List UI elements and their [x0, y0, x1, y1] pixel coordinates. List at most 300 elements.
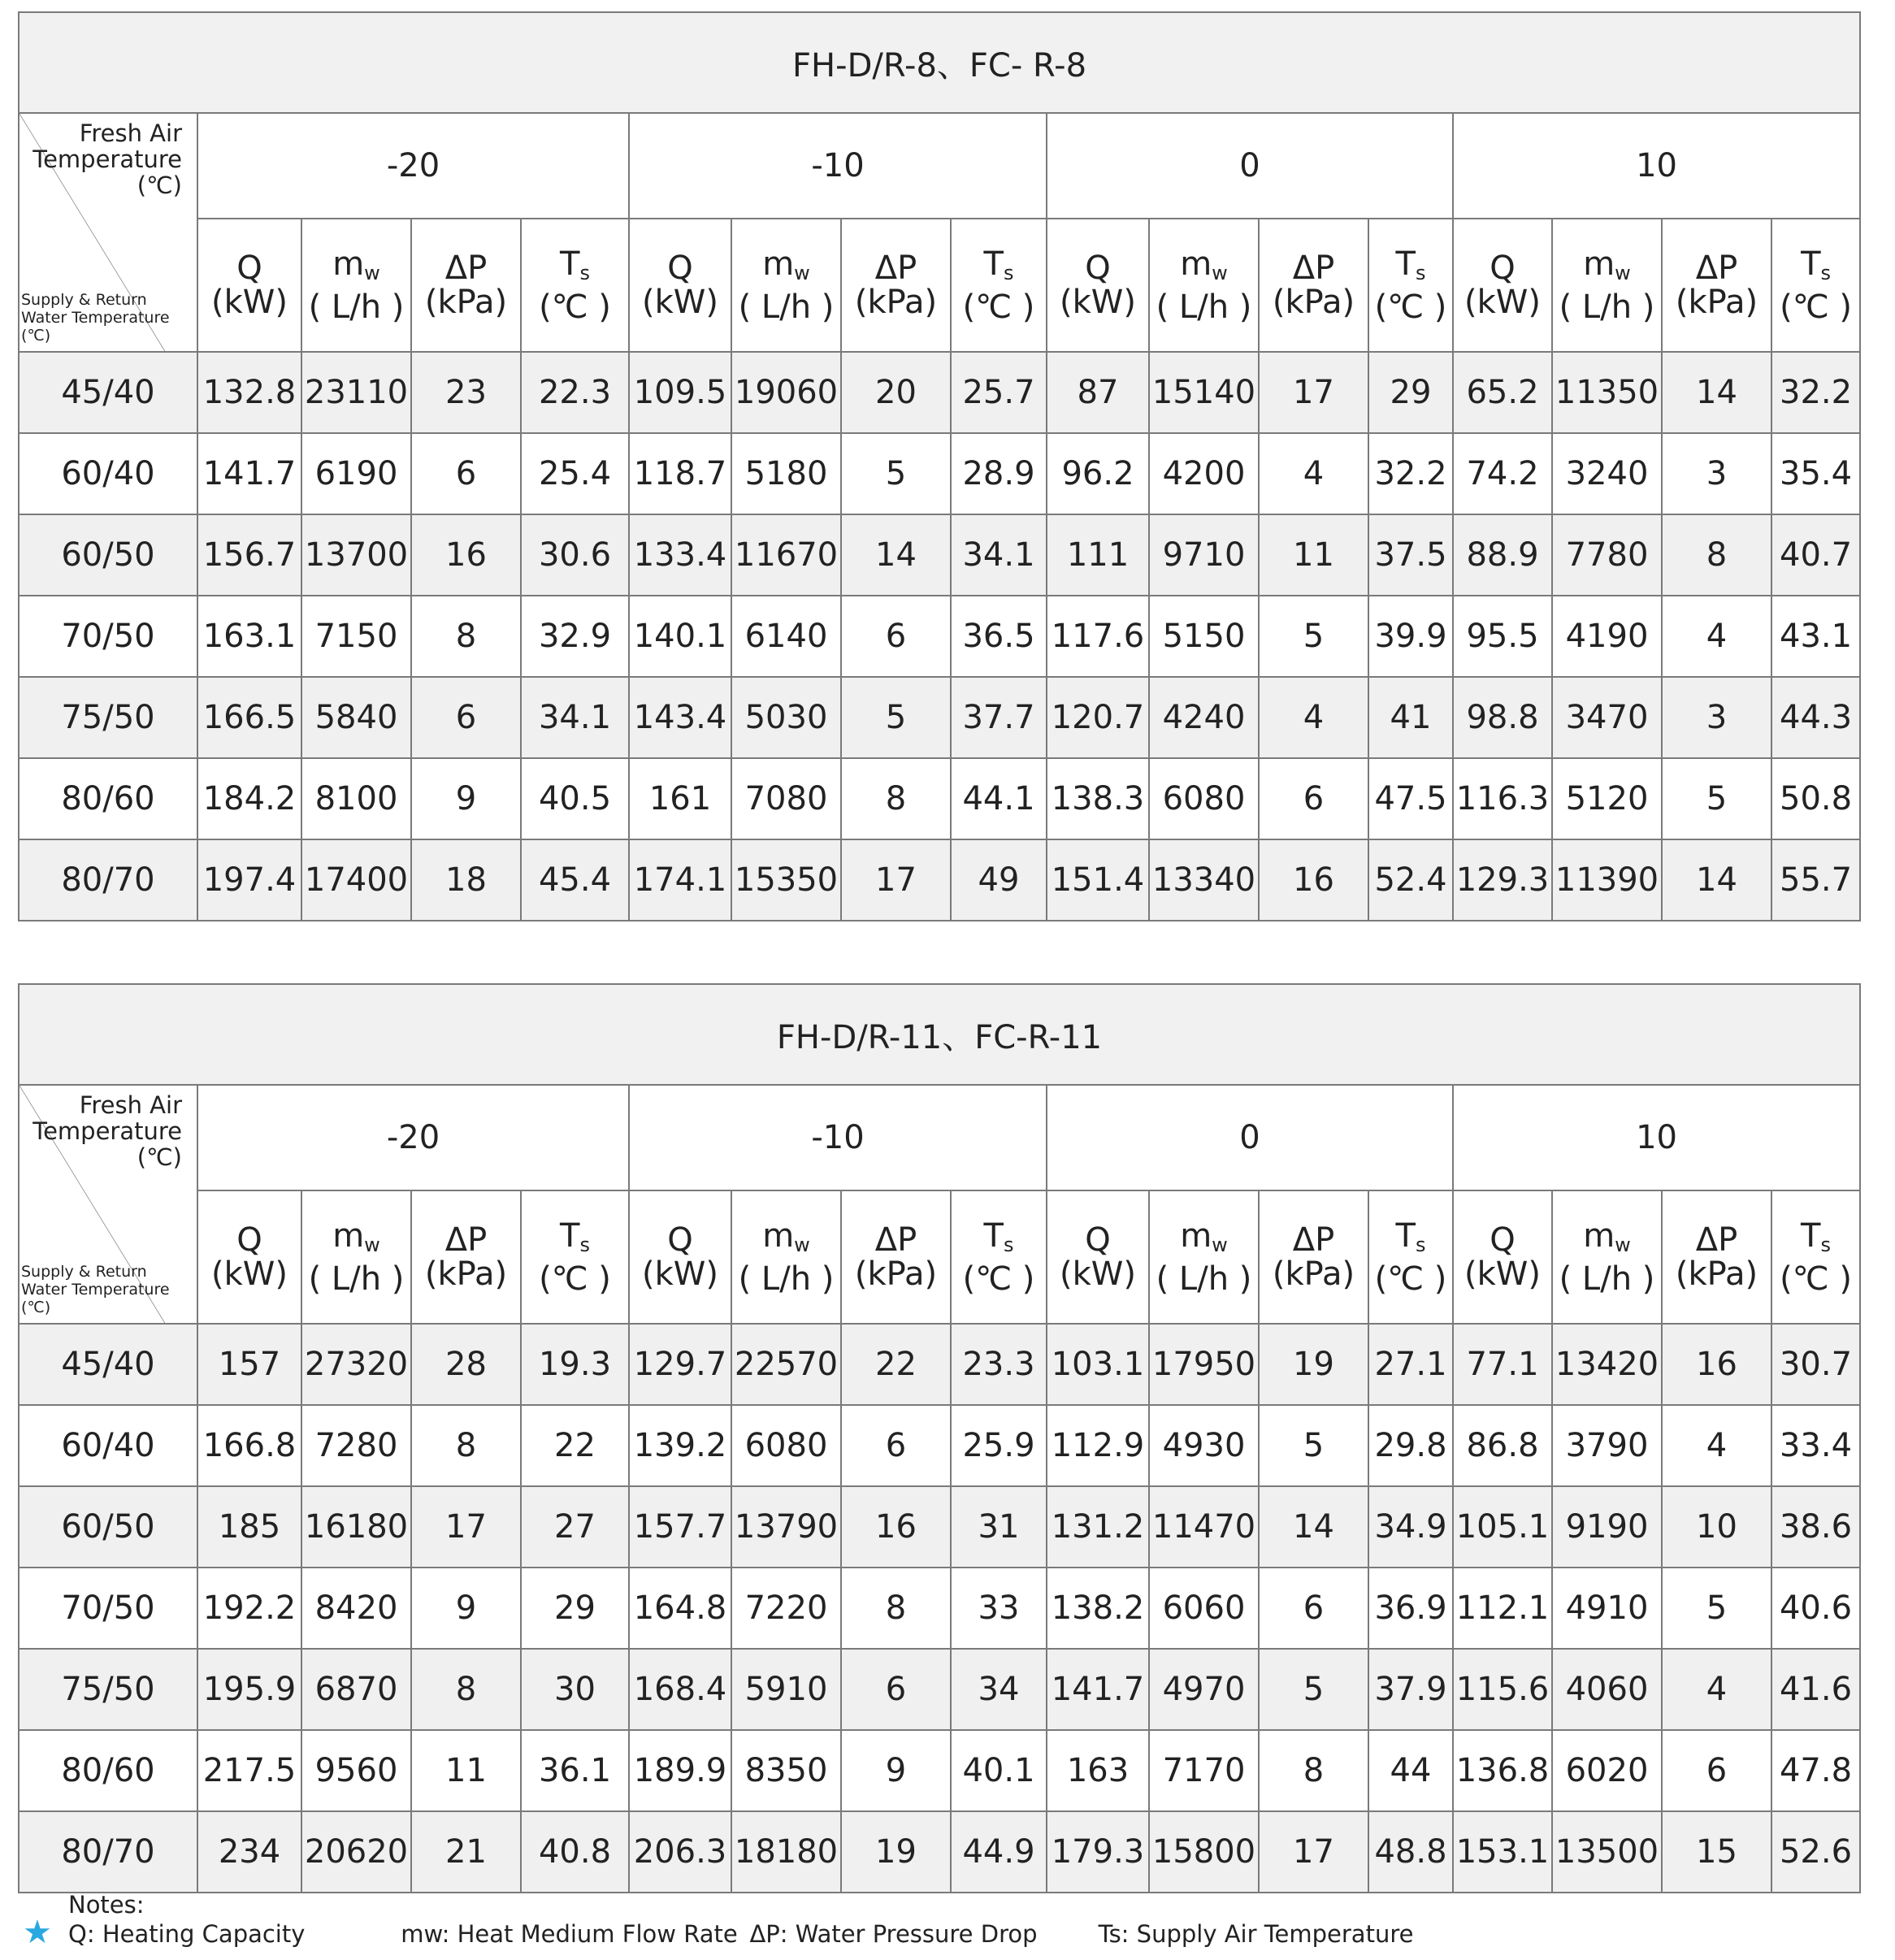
table-cell: 19060	[731, 352, 841, 433]
table-cell: 6060	[1149, 1568, 1259, 1649]
table-cell: 74.2	[1453, 433, 1552, 514]
unit-symbol	[952, 247, 1046, 290]
unit-symbol	[952, 1216, 1046, 1262]
table-cell: 153.1	[1453, 1811, 1552, 1893]
table-cell: 14	[1662, 839, 1771, 921]
table-cell: 105.1	[1453, 1486, 1552, 1568]
table-cell: 163	[1047, 1730, 1149, 1811]
table-row	[19, 514, 1860, 596]
unit-label: (℃ )	[1374, 288, 1447, 326]
table-cell: 32.2	[1771, 352, 1860, 433]
row-label: 80/70	[19, 839, 197, 921]
unit-label: (kPa)	[1675, 284, 1758, 321]
table-cell: 161	[629, 758, 731, 839]
table-cell: 44.1	[951, 758, 1047, 839]
unit-symbol-text: Q	[1490, 249, 1516, 287]
table-cell: 7280	[301, 1405, 411, 1486]
unit-header-dp	[1259, 1190, 1368, 1324]
table-cell: 17400	[301, 839, 411, 921]
table-cell: 8	[411, 1405, 521, 1486]
unit-header-m	[1149, 1190, 1259, 1324]
unit-symbol-text: ΔP	[444, 249, 488, 287]
table-cell: 6	[841, 1649, 951, 1730]
unit-label: (kPa)	[854, 1255, 938, 1293]
table-cell: 11	[411, 1730, 521, 1811]
table-row	[19, 1568, 1860, 1649]
unit-symbol	[1454, 1223, 1551, 1257]
table-cell: 32.9	[521, 596, 629, 677]
table-cell: 8350	[731, 1730, 841, 1811]
table-cell: 15140	[1149, 352, 1259, 433]
unit-label: (kW)	[1060, 1255, 1136, 1293]
corner-header	[19, 1085, 197, 1324]
unit-label: ( L/h )	[1559, 1260, 1655, 1298]
table-cell: 15800	[1149, 1811, 1259, 1893]
unit-symbol	[522, 247, 628, 290]
table-cell: 185	[197, 1486, 301, 1568]
table-cell: 35.4	[1771, 433, 1860, 514]
table-cell: 138.2	[1047, 1568, 1149, 1649]
table-cell: 37.9	[1368, 1649, 1453, 1730]
table-cell: 3470	[1552, 677, 1662, 758]
table-cell: 18	[411, 839, 521, 921]
unit-symbol-text: m	[332, 245, 365, 283]
table-cell: 34	[951, 1649, 1047, 1730]
table-cell: 234	[197, 1811, 301, 1893]
table-cell: 16	[1259, 839, 1368, 921]
table-cell: 11670	[731, 514, 841, 596]
table-cell: 32.2	[1368, 433, 1453, 514]
fresh-air-line-2: Temperature	[33, 145, 182, 173]
table-cell: 47.5	[1368, 758, 1453, 839]
table-cell: 5120	[1552, 758, 1662, 839]
unit-symbol-text: ΔP	[444, 1221, 488, 1259]
table-row	[19, 1486, 1860, 1568]
unit-subscript: w	[794, 261, 810, 284]
table-cell: 197.4	[197, 839, 301, 921]
fresh-air-temp-group: -10	[629, 113, 1047, 219]
table-cell: 5150	[1149, 596, 1259, 677]
unit-label: ( L/h )	[308, 1260, 405, 1298]
table-cell: 86.8	[1453, 1405, 1552, 1486]
row-label: 80/70	[19, 1811, 197, 1893]
table-cell: 13420	[1552, 1324, 1662, 1405]
table-cell: 179.3	[1047, 1811, 1149, 1893]
table-cell: 139.2	[629, 1405, 731, 1486]
unit-symbol-text: m	[332, 1216, 365, 1255]
fresh-air-temp-group: 10	[1453, 1085, 1860, 1190]
table-cell: 6	[411, 433, 521, 514]
table-cell: 28.9	[951, 433, 1047, 514]
note-q: Q: Heating Capacity	[68, 1920, 306, 1948]
table-cell: 17	[841, 839, 951, 921]
table-cell: 189.9	[629, 1730, 731, 1811]
unit-label: (kPa)	[424, 1255, 508, 1293]
table-cell: 6	[1259, 758, 1368, 839]
unit-label: (kPa)	[1272, 1255, 1355, 1293]
unit-subscript: w	[1212, 261, 1228, 284]
unit-header-t	[951, 219, 1047, 352]
table-cell: 136.8	[1453, 1730, 1552, 1811]
table-cell: 9560	[301, 1730, 411, 1811]
fresh-air-temp-group: -10	[629, 1085, 1047, 1190]
table-cell: 34.1	[521, 677, 629, 758]
unit-header-dp	[411, 219, 521, 352]
table-cell: 112.9	[1047, 1405, 1149, 1486]
table-cell: 5180	[731, 433, 841, 514]
note-mw: mw: Heat Medium Flow Rate	[401, 1920, 738, 1948]
row-label: 80/60	[19, 1730, 197, 1811]
table-cell: 52.4	[1368, 839, 1453, 921]
unit-symbol	[1663, 1223, 1771, 1257]
table-cell: 34.1	[951, 514, 1047, 596]
supply-line-2: Water Temperature	[21, 309, 170, 327]
table-cell: 8	[841, 1568, 951, 1649]
unit-label: ( L/h )	[738, 1260, 835, 1298]
unit-symbol-text: T	[1801, 1216, 1821, 1255]
supply-return-label	[21, 291, 170, 345]
unit-header-m	[301, 219, 411, 352]
table-cell: 157	[197, 1324, 301, 1405]
table-cell: 39.9	[1368, 596, 1453, 677]
table-cell: 4200	[1149, 433, 1259, 514]
fresh-air-temp-group: 10	[1453, 113, 1860, 219]
unit-header-dp	[411, 1190, 521, 1324]
table-cell: 40.1	[951, 1730, 1047, 1811]
table-cell: 174.1	[629, 839, 731, 921]
unit-header-q	[1047, 1190, 1149, 1324]
table-cell: 7080	[731, 758, 841, 839]
table-cell: 55.7	[1771, 839, 1860, 921]
table-cell: 15350	[731, 839, 841, 921]
table-cell: 11470	[1149, 1486, 1259, 1568]
unit-symbol-text: T	[1801, 245, 1821, 283]
unit-header-dp	[1662, 219, 1771, 352]
unit-subscript: s	[579, 261, 590, 284]
notes-heading: Notes:	[68, 1891, 145, 1919]
table-cell: 52.6	[1771, 1811, 1860, 1893]
table-cell: 164.8	[629, 1568, 731, 1649]
table-cell: 16	[841, 1486, 951, 1568]
table-cell: 168.4	[629, 1649, 731, 1730]
table-cell: 4	[1259, 433, 1368, 514]
table-cell: 9	[411, 758, 521, 839]
table-cell: 184.2	[197, 758, 301, 839]
unit-subscript: s	[1415, 1233, 1426, 1256]
table-cell: 36.1	[521, 1730, 629, 1811]
corner-header	[19, 113, 197, 352]
table-cell: 40.8	[521, 1811, 629, 1893]
table-cell: 5840	[301, 677, 411, 758]
table-cell: 6080	[1149, 758, 1259, 839]
table-cell: 96.2	[1047, 433, 1149, 514]
table-cell: 37.5	[1368, 514, 1453, 596]
table-row	[19, 1324, 1860, 1405]
unit-subscript: s	[1003, 261, 1014, 284]
table-cell: 217.5	[197, 1730, 301, 1811]
table-cell: 8420	[301, 1568, 411, 1649]
unit-symbol	[1369, 247, 1452, 290]
unit-header-q	[629, 219, 731, 352]
notes-legend	[68, 1919, 1413, 1949]
unit-label: ( L/h )	[308, 288, 405, 326]
table-cell: 5	[1259, 596, 1368, 677]
table-cell: 37.7	[951, 677, 1047, 758]
unit-header-q	[1453, 1190, 1552, 1324]
table-cell: 17	[1259, 1811, 1368, 1893]
unit-label: (kPa)	[1675, 1255, 1758, 1293]
table-cell: 9710	[1149, 514, 1259, 596]
table-cell: 31	[951, 1486, 1047, 1568]
supply-line-3: (℃)	[21, 1299, 51, 1316]
table-cell: 22	[841, 1324, 951, 1405]
supply-line-1: Supply & Return	[21, 1263, 147, 1281]
fresh-air-temp-group: 0	[1047, 1085, 1453, 1190]
unit-symbol-text: ΔP	[874, 1221, 917, 1259]
table-cell: 29	[521, 1568, 629, 1649]
table-row	[19, 839, 1860, 921]
row-label: 80/60	[19, 758, 197, 839]
unit-symbol	[302, 247, 410, 290]
table-cell: 11350	[1552, 352, 1662, 433]
table-cell: 22	[521, 1405, 629, 1486]
supply-line-3: (℃)	[21, 327, 51, 345]
table-cell: 47.8	[1771, 1730, 1860, 1811]
unit-subscript: w	[1615, 1233, 1631, 1256]
table-cell: 50.8	[1771, 758, 1860, 839]
unit-symbol	[1047, 251, 1148, 285]
unit-header-t	[1771, 1190, 1860, 1324]
unit-header-t	[1368, 1190, 1453, 1324]
fresh-air-temp-group: -20	[197, 113, 629, 219]
unit-label: (kW)	[1060, 284, 1136, 321]
unit-symbol-text: ΔP	[1695, 249, 1738, 287]
table-row	[19, 433, 1860, 514]
table-cell: 166.8	[197, 1405, 301, 1486]
table-title: FH-D/R-8、FC- R-8	[19, 12, 1860, 113]
unit-header-dp	[841, 1190, 951, 1324]
table-cell: 14	[1662, 352, 1771, 433]
table-cell: 40.5	[521, 758, 629, 839]
unit-header-dp	[1662, 1190, 1771, 1324]
table-cell: 23.3	[951, 1324, 1047, 1405]
unit-header-q	[1047, 219, 1149, 352]
fresh-air-label	[33, 1092, 182, 1170]
unit-symbol-text: m	[1583, 1216, 1615, 1255]
unit-header-q	[197, 219, 301, 352]
note-ts: Ts: Supply Air Temperature	[1098, 1920, 1414, 1948]
table-cell: 4	[1662, 1649, 1771, 1730]
supply-line-1: Supply & Return	[21, 291, 147, 309]
table-cell: 28	[411, 1324, 521, 1405]
table-cell: 45.4	[521, 839, 629, 921]
unit-label: ( L/h )	[738, 288, 835, 326]
unit-symbol	[1260, 1223, 1368, 1257]
unit-subscript: w	[1212, 1233, 1228, 1256]
table-cell: 17950	[1149, 1324, 1259, 1405]
table-cell: 11390	[1552, 839, 1662, 921]
table-cell: 25.9	[951, 1405, 1047, 1486]
table-cell: 9	[411, 1568, 521, 1649]
table-cell: 8	[411, 596, 521, 677]
table-cell: 116.3	[1453, 758, 1552, 839]
table-cell: 7150	[301, 596, 411, 677]
table-cell: 29.8	[1368, 1405, 1453, 1486]
table-cell: 43.1	[1771, 596, 1860, 677]
fresh-air-temp-group: 0	[1047, 113, 1453, 219]
table-cell: 138.3	[1047, 758, 1149, 839]
table-cell: 33	[951, 1568, 1047, 1649]
table-cell: 13500	[1552, 1811, 1662, 1893]
unit-label: ( L/h )	[1559, 288, 1655, 326]
fresh-air-line-3: (℃)	[137, 171, 182, 199]
table-cell: 11	[1259, 514, 1368, 596]
table-cell: 143.4	[629, 677, 731, 758]
unit-header-dp	[841, 219, 951, 352]
table-cell: 117.6	[1047, 596, 1149, 677]
table-cell: 36.5	[951, 596, 1047, 677]
table-cell: 19	[1259, 1324, 1368, 1405]
table-cell: 6	[1259, 1568, 1368, 1649]
unit-symbol-text: T	[560, 1216, 580, 1255]
unit-label: (kPa)	[854, 284, 938, 321]
table-title: FH-D/R-11、FC-R-11	[19, 984, 1860, 1085]
supply-return-label	[21, 1263, 170, 1316]
table-cell: 25.7	[951, 352, 1047, 433]
unit-symbol	[302, 1216, 410, 1262]
unit-symbol-text: ΔP	[874, 249, 917, 287]
table-cell: 4910	[1552, 1568, 1662, 1649]
table-cell: 16	[1662, 1324, 1771, 1405]
unit-header-m	[1149, 219, 1259, 352]
unit-symbol	[412, 251, 520, 285]
fresh-air-line-1: Fresh Air	[79, 119, 182, 147]
unit-label: (kW)	[1464, 1255, 1541, 1293]
unit-symbol-text: T	[983, 245, 1004, 283]
table-cell: 95.5	[1453, 596, 1552, 677]
unit-symbol-text: Q	[1490, 1221, 1516, 1259]
table-cell: 6870	[301, 1649, 411, 1730]
table-cell: 5910	[731, 1649, 841, 1730]
unit-symbol-text: Q	[236, 1221, 262, 1259]
table-cell: 8	[1662, 514, 1771, 596]
table-cell: 195.9	[197, 1649, 301, 1730]
fresh-air-line-1: Fresh Air	[79, 1091, 182, 1119]
table-cell: 13790	[731, 1486, 841, 1568]
unit-label: (℃ )	[1374, 1260, 1447, 1298]
unit-symbol-text: m	[1583, 245, 1615, 283]
table-cell: 40.6	[1771, 1568, 1860, 1649]
table-cell: 8100	[301, 758, 411, 839]
unit-symbol-text: Q	[667, 249, 693, 287]
table-cell: 30.7	[1771, 1324, 1860, 1405]
unit-label: (℃ )	[1780, 288, 1852, 326]
row-label: 75/50	[19, 1649, 197, 1730]
table-cell: 30.6	[521, 514, 629, 596]
unit-symbol-text: m	[762, 245, 795, 283]
unit-header-q	[629, 1190, 731, 1324]
table-cell: 23	[411, 352, 521, 433]
notes-section	[23, 1891, 1414, 1957]
table-cell: 22.3	[521, 352, 629, 433]
table-cell: 206.3	[629, 1811, 731, 1893]
table-cell: 9190	[1552, 1486, 1662, 1568]
unit-symbol-text: T	[983, 1216, 1004, 1255]
unit-subscript: w	[1615, 261, 1631, 284]
unit-subscript: s	[1820, 1233, 1831, 1256]
fresh-air-line-3: (℃)	[137, 1143, 182, 1171]
unit-symbol-text: T	[560, 245, 580, 283]
unit-symbol-text: ΔP	[1292, 249, 1335, 287]
table-cell: 3	[1662, 677, 1771, 758]
unit-subscript: w	[364, 261, 380, 284]
table-row	[19, 1811, 1860, 1893]
table-cell: 44	[1368, 1730, 1453, 1811]
unit-header-m	[1552, 1190, 1662, 1324]
table-cell: 13700	[301, 514, 411, 596]
row-label: 45/40	[19, 352, 197, 433]
table-cell: 4	[1662, 1405, 1771, 1486]
unit-label: (℃ )	[539, 1260, 611, 1298]
table-cell: 38.6	[1771, 1486, 1860, 1568]
table-cell: 33.4	[1771, 1405, 1860, 1486]
table-row	[19, 1649, 1860, 1730]
table-cell: 20	[841, 352, 951, 433]
unit-symbol	[1150, 247, 1258, 290]
table-cell: 4060	[1552, 1649, 1662, 1730]
table-cell: 132.8	[197, 352, 301, 433]
table-cell: 77.1	[1453, 1324, 1552, 1405]
unit-symbol	[732, 247, 840, 290]
table-cell: 141.7	[1047, 1649, 1149, 1730]
table-cell: 88.9	[1453, 514, 1552, 596]
table-cell: 65.2	[1453, 352, 1552, 433]
table-cell: 21	[411, 1811, 521, 1893]
row-label: 60/40	[19, 1405, 197, 1486]
unit-symbol-text: ΔP	[1292, 1221, 1335, 1259]
table-row	[19, 352, 1860, 433]
table-cell: 19	[841, 1811, 951, 1893]
table-cell: 3240	[1552, 433, 1662, 514]
unit-label: (℃ )	[539, 288, 611, 326]
table-cell: 3790	[1552, 1405, 1662, 1486]
unit-symbol-text: Q	[1085, 249, 1111, 287]
unit-label: (kPa)	[1272, 284, 1355, 321]
table-cell: 6080	[731, 1405, 841, 1486]
table-cell: 44.3	[1771, 677, 1860, 758]
unit-symbol	[1772, 247, 1859, 290]
table-cell: 103.1	[1047, 1324, 1149, 1405]
table-cell: 157.7	[629, 1486, 731, 1568]
unit-label: (kW)	[211, 284, 288, 321]
table-cell: 10	[1662, 1486, 1771, 1568]
table-cell: 27320	[301, 1324, 411, 1405]
unit-symbol-text: T	[1395, 245, 1416, 283]
table-cell: 118.7	[629, 433, 731, 514]
table-cell: 4970	[1149, 1649, 1259, 1730]
table-cell: 7220	[731, 1568, 841, 1649]
table-cell: 34.9	[1368, 1486, 1453, 1568]
unit-label: (℃ )	[962, 1260, 1035, 1298]
table-cell: 5	[1259, 1405, 1368, 1486]
supply-line-2: Water Temperature	[21, 1281, 170, 1299]
table-cell: 14	[1259, 1486, 1368, 1568]
unit-symbol-text: m	[1180, 245, 1212, 283]
table-cell: 6	[841, 596, 951, 677]
table-cell: 4190	[1552, 596, 1662, 677]
table-cell: 49	[951, 839, 1047, 921]
note-dp: ΔP: Water Pressure Drop	[749, 1920, 1038, 1948]
